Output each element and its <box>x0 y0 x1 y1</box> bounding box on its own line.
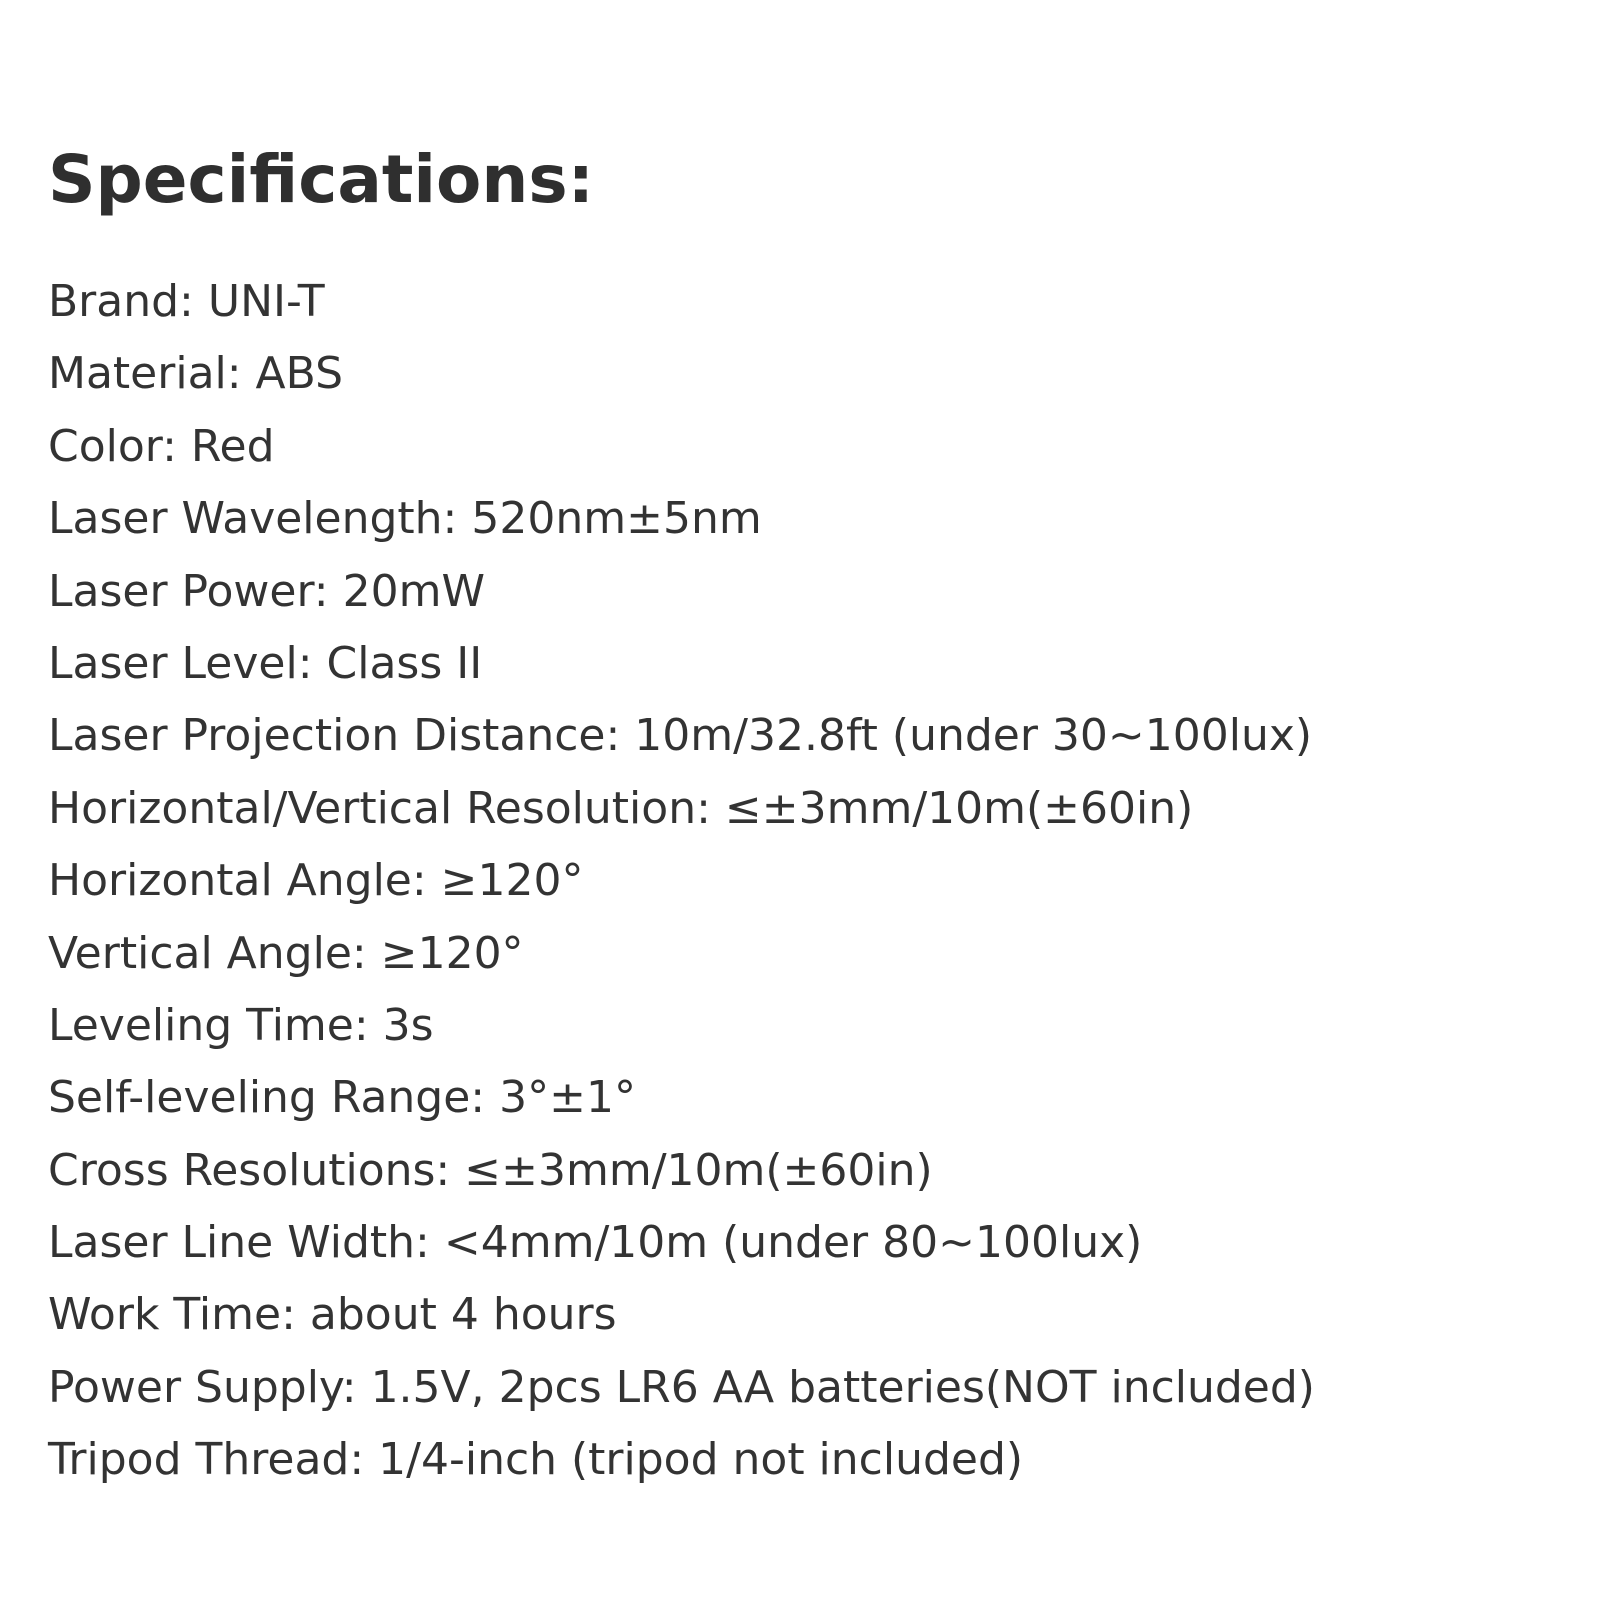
spec-laser-wavelength: Laser Wavelength: 520nm±5nm <box>48 493 762 545</box>
spec-self-leveling-range: Self-leveling Range: 3°±1° <box>48 1072 636 1124</box>
spec-vertical-angle: Vertical Angle: ≥120° <box>48 927 524 979</box>
spec-work-time: Work Time: about 4 hours <box>48 1289 617 1341</box>
spec-tripod-thread: Tripod Thread: 1/4-inch (tripod not included) <box>48 1434 1024 1486</box>
spec-laser-line-width: Laser Line Width: <4mm/10m (under 80~100lux) <box>48 1217 1143 1269</box>
spec-hv-resolution: Horizontal/Vertical Resolution: ≤±3mm/10m(±60in) <box>48 782 1194 834</box>
spec-color: Color: Red <box>48 420 275 472</box>
spec-material: Material: ABS <box>48 348 344 400</box>
page-title: Specifications: <box>48 141 595 218</box>
spec-laser-level: Laser Level: Class II <box>48 637 483 689</box>
spec-laser-power: Laser Power: 20mW <box>48 565 485 617</box>
spec-projection-distance: Laser Projection Distance: 10m/32.8ft (under 30~100lux) <box>48 710 1313 762</box>
spec-list <box>48 266 1315 1497</box>
spec-cross-resolutions: Cross Resolutions: ≤±3mm/10m(±60in) <box>48 1144 933 1196</box>
spec-power-supply: Power Supply: 1.5V, 2pcs LR6 AA batteries(NOT included) <box>48 1361 1315 1413</box>
spec-horizontal-angle: Horizontal Angle: ≥120° <box>48 855 584 907</box>
spec-leveling-time: Leveling Time: 3s <box>48 999 434 1051</box>
spec-brand: Brand: UNI-T <box>48 276 325 327</box>
